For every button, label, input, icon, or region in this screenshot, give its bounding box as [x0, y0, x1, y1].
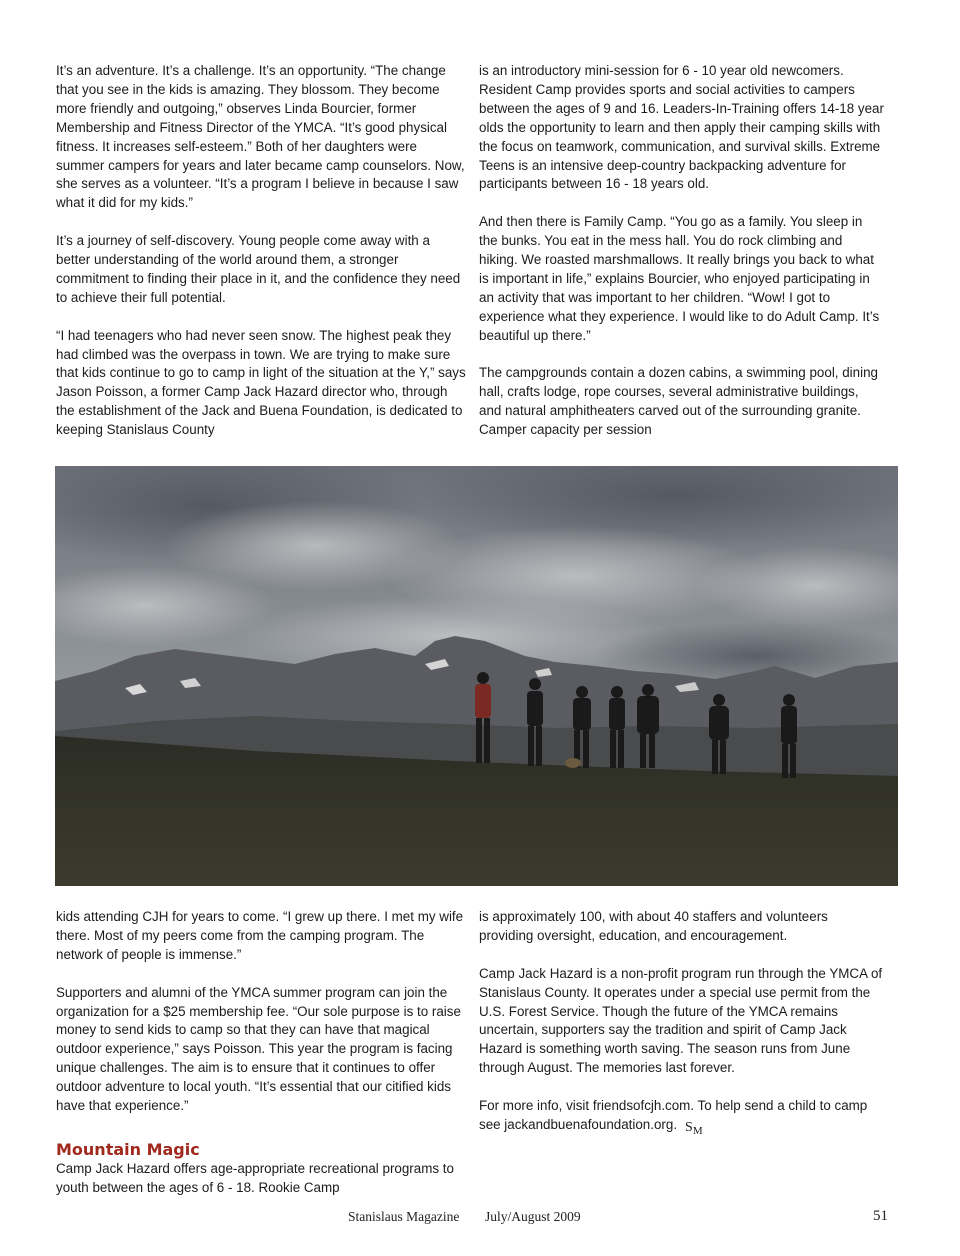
section-subheading: Mountain Magic: [56, 1139, 200, 1159]
end-mark: [685, 1120, 703, 1135]
article-paragraph: It’s an adventure. It’s a challenge. It’s an opportunity. “The change that you see in the kids is amazing. They blossom. They become more friendly and outgoing,” observes Linda Bourcier, former Membership and Fitness Director of the YMCA. “It’s good physical fitness. It increases self-esteem.” Both of her daughters were summer campers for years and later became camp counselors. Now, she serves as a volunteer. “It’s a program I believe in because I saw what it did for my kids.”: [56, 63, 465, 211]
footer-page-number: 51: [873, 1208, 888, 1224]
article-column-bottom-left: [56, 908, 466, 1198]
footer-issue-date: July/August 2009: [485, 1209, 581, 1224]
article-paragraph: kids attending CJH for years to come. “I grew up there. I met my wife there. Most of my peers come from the camping program. The network of people is immense.”: [56, 909, 464, 962]
article-column-top-right: [479, 62, 884, 440]
article-paragraph: And then there is Family Camp. “You go as a family. You sleep in the bunks. You eat in the mess hall. You do rock climbing and hiking. We roasted marshmallows. It really brings you back to what is important in life,” explains Bourcier, who enjoyed participating in an activity that was important to her children. “Wow! I got to experience what they experience. I would like to do Adult Camp. It’s beautiful up there.”: [479, 214, 880, 343]
end-mark-m: M: [692, 1124, 703, 1137]
article-paragraph: Supporters and alumni of the YMCA summer program can join the organization for a $25 membership fee. “Our sole purpose is to raise money to send kids to camp so that they can have that magical outdoor experience,” says Poisson. This year the program is facing unique challenges. The aim is to ensure that it continues to offer outdoor adventure to local youth. “It’s essential that our citified kids have that experience.”: [56, 984, 461, 1114]
article-paragraph: is an introductory mini-session for 6 - 10 year old newcomers. Resident Camp provides sports and social activities to campers between the ages of 9 and 16. Leaders-In-Training offers 14-18 year olds the opportunity to learn and then apply their camping skills with the focus on teamwork, communication, and survival skills. Extreme Teens is an intensive deep-country backpacking adventure for participants between 16 - 18 years old.: [479, 63, 884, 192]
hikers-mountain-photo: [55, 466, 898, 886]
footer-publication: Stanislaus Magazine: [348, 1209, 460, 1224]
article-column-top-left: [56, 62, 466, 440]
article-paragraph: The campgrounds contain a dozen cabins, a swimming pool, dining hall, crafts lodge, rope courses, several administrative buildings, and natural amphitheaters carved out of the surrounding granite. Camper capacity per session: [479, 365, 878, 438]
article-paragraph-closing: [479, 1097, 884, 1136]
article-paragraph: Camp Jack Hazard is a non-profit program run through the YMCA of Stanislaus County. It operates under a special use permit from the U.S. Forest Service. Though the future of the YMCA remains uncertain, supporters say the tradition and spirit of Camp Jack Hazard is something worth saving. The season runs from June through August. The memories last forever.: [479, 965, 883, 1076]
article-paragraph: is approximately 100, with about 40 staffers and volunteers providing oversight, education, and encouragement.: [479, 909, 828, 943]
article-column-bottom-right: [479, 908, 884, 1136]
end-mark-s: S: [685, 1119, 693, 1135]
article-paragraph: “I had teenagers who had never seen snow. The highest peak they had climbed was the overpass in town. We are trying to make sure that kids continue to go to camp in light of the situation at the Y,” says Jason Poisson, a former Camp Jack Hazard director who, through the establishment of the Jack and Buena Foundation, is dedicated to keeping Stanislaus County: [56, 327, 466, 438]
article-paragraph: Camp Jack Hazard offers age-appropriate recreational programs to youth between the ages of 6 - 18. Rookie Camp: [56, 1160, 454, 1195]
article-paragraph: It’s a journey of self-discovery. Young people come away with a better understanding of the world around them, a stronger commitment to finding their place in it, and the confidence they need to achieve their full potential.: [56, 233, 461, 305]
closing-text: For more info, visit friendsofcjh.com. To help send a child to camp see jackandbuenafoundation.org.: [479, 1098, 868, 1132]
